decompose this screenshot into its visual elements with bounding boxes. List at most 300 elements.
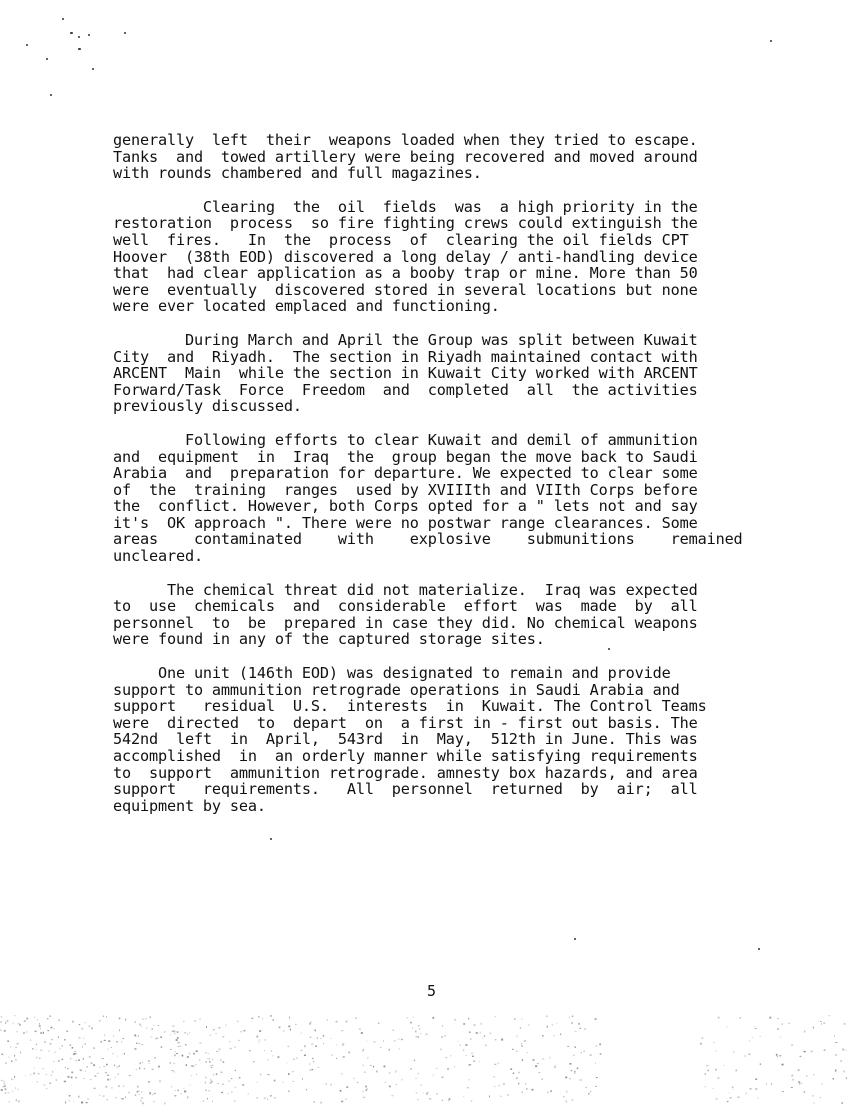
scan-noise-dot [813, 1102, 814, 1103]
scan-noise-dot [828, 1015, 830, 1016]
scan-noise-dot [524, 1040, 526, 1042]
scan-noise-dot [196, 1074, 197, 1075]
scan-noise-dot [550, 1090, 551, 1092]
scan-noise-dot [190, 1085, 191, 1086]
scan-noise-dot [103, 1016, 104, 1018]
scan-noise-dot [44, 1041, 46, 1042]
scan-noise-dot [216, 1051, 218, 1052]
scan-noise-dot [18, 1089, 19, 1090]
scan-noise-dot [58, 1037, 59, 1038]
scan-speck [78, 48, 81, 50]
scan-noise-dot [136, 1069, 137, 1070]
scan-noise-dot [363, 1097, 365, 1098]
scan-noise-dot [0, 1021, 2, 1022]
scan-noise-dot [500, 1096, 501, 1097]
scan-noise-dot [835, 1042, 837, 1043]
scan-noise-dot [90, 1079, 92, 1080]
scan-noise-dot [65, 1067, 66, 1068]
scan-noise-dot [572, 1016, 573, 1018]
scan-noise-dot [315, 1030, 317, 1032]
scan-noise-dot [199, 1059, 200, 1061]
scan-noise-dot [193, 1053, 195, 1055]
scan-noise-dot [296, 1058, 297, 1059]
scan-noise-dot [754, 1026, 755, 1027]
scan-noise-dot [123, 1086, 125, 1087]
scan-noise-dot [771, 1083, 772, 1084]
scan-noise-dot [525, 1083, 526, 1084]
scan-noise-dot [744, 1056, 746, 1057]
scan-noise-dot [578, 1023, 580, 1025]
scan-noise-dot [107, 1049, 108, 1050]
scan-noise-dot [288, 1046, 289, 1047]
scan-noise-dot [569, 1017, 570, 1019]
scan-noise-dot [260, 1074, 261, 1076]
scan-noise-dot [273, 1019, 274, 1021]
scan-noise-dot [336, 1045, 337, 1046]
scan-noise-dot [429, 1098, 431, 1100]
scan-noise-dot [373, 1066, 374, 1068]
scan-noise-dot [137, 1091, 138, 1093]
scan-noise-dot [249, 1050, 251, 1051]
scan-noise-dot [138, 1035, 139, 1037]
scan-noise-dot [414, 1060, 415, 1061]
scan-noise-dot [799, 1083, 801, 1084]
scan-noise-dot [581, 1052, 582, 1053]
scan-noise-dot [436, 1068, 438, 1069]
scan-noise-dot [495, 1016, 496, 1017]
scan-noise-dot [343, 1043, 345, 1044]
scan-noise-dot [19, 1024, 21, 1026]
scan-noise-dot [83, 1038, 85, 1039]
scan-noise-dot [105, 1072, 107, 1073]
scan-noise-dot [841, 1102, 843, 1103]
scan-noise-dot [71, 1072, 73, 1074]
scan-noise-dot [800, 1056, 802, 1057]
scan-noise-dot [267, 1074, 269, 1075]
scan-noise-dot [363, 1064, 364, 1066]
scan-noise-dot [51, 1039, 53, 1040]
scan-noise-dot [212, 1101, 213, 1102]
scan-noise-dot [271, 1051, 272, 1052]
scan-noise-dot [231, 1078, 232, 1079]
scan-noise-dot [705, 1086, 707, 1087]
scan-noise-dot [489, 1096, 490, 1098]
scan-noise-dot [206, 1026, 207, 1028]
scan-noise-dot [187, 1034, 188, 1035]
scan-noise-dot [718, 1078, 720, 1079]
scan-noise-dot [216, 1033, 217, 1034]
scan-noise-dot [579, 1028, 581, 1029]
scan-noise-dot [309, 1063, 310, 1065]
scan-noise-dot [340, 1090, 342, 1092]
scan-noise-dot [251, 1018, 253, 1019]
scan-noise-dot [359, 1029, 361, 1030]
scan-noise-dot [419, 1028, 420, 1030]
scan-noise-dot [727, 1026, 728, 1028]
scan-noise-dot [114, 1065, 115, 1066]
scan-noise-dot [313, 1101, 315, 1102]
scan-noise-dot [53, 1029, 55, 1030]
scan-noise-dot [257, 1097, 258, 1099]
scan-noise-dot [798, 1081, 800, 1082]
scan-noise-dot [86, 1067, 87, 1068]
scan-noise-dot [177, 1037, 179, 1039]
scan-noise-dot [171, 1086, 173, 1087]
scan-noise-dot [55, 1051, 56, 1053]
scan-noise-dot [595, 1018, 597, 1020]
scan-noise-dot [513, 1072, 515, 1074]
scan-noise-dot [152, 1028, 154, 1029]
scan-noise-dot [519, 1072, 520, 1074]
scan-noise-dot [454, 1019, 456, 1021]
scan-noise-dot [119, 1065, 120, 1067]
scan-noise-dot [211, 1067, 212, 1068]
scan-noise-dot [139, 1094, 140, 1096]
scan-noise-dot [535, 1065, 537, 1067]
scan-noise-dot [183, 1088, 184, 1090]
scan-noise-dot [480, 1032, 481, 1034]
scan-noise-dot [52, 1071, 53, 1073]
scan-noise-dot [213, 1029, 215, 1030]
scan-noise-dot [331, 1038, 332, 1039]
scan-noise-dot [125, 1097, 126, 1098]
scan-noise-dot [289, 1017, 290, 1019]
scan-speck [26, 44, 28, 46]
scan-noise-dot [749, 1054, 751, 1055]
scan-noise-dot [512, 1049, 514, 1050]
scan-noise-dot [781, 1023, 783, 1025]
scan-noise-dot [94, 1088, 96, 1089]
scan-noise-dot [804, 1051, 806, 1052]
scan-noise-dot [142, 1102, 143, 1104]
scan-noise-dot [64, 1039, 66, 1041]
scan-noise-dot [14, 1076, 15, 1078]
scan-noise-dot [106, 1016, 107, 1017]
scan-noise-dot [490, 1033, 492, 1034]
scan-noise-dot [287, 1062, 288, 1063]
scan-noise-dot [187, 1056, 189, 1058]
scan-noise-dot [292, 1071, 293, 1072]
scan-noise-dot [256, 1036, 258, 1038]
scan-noise-dot [821, 1023, 822, 1025]
scan-noise-dot [752, 1037, 753, 1038]
scan-noise-dot [223, 1061, 225, 1063]
scan-noise-dot [25, 1076, 26, 1077]
scan-noise-dot [446, 1057, 448, 1058]
scan-noise-dot [563, 1096, 564, 1097]
scan-noise-dot [100, 1041, 102, 1043]
scan-noise-dot [736, 1070, 738, 1072]
scan-noise-dot [730, 1097, 732, 1098]
scan-noise-dot [278, 1056, 280, 1058]
scan-noise-dot [463, 1096, 464, 1097]
scan-noise-dot [262, 1018, 263, 1020]
scan-noise-dot [516, 1051, 517, 1053]
scan-noise-dot [782, 1091, 784, 1092]
scan-noise-dot [164, 1031, 166, 1032]
scan-noise-dot [64, 1081, 66, 1083]
scan-noise-dot [161, 1046, 163, 1048]
scan-noise-dot [449, 1098, 451, 1100]
scan-noise-dot [596, 1077, 598, 1078]
scan-noise-dot [463, 1050, 464, 1051]
scan-noise-dot [457, 1041, 458, 1042]
scan-noise-dot [522, 1092, 523, 1093]
scan-noise-dot [355, 1018, 357, 1019]
scan-noise-dot [150, 1016, 151, 1018]
scan-noise-dot [310, 1022, 312, 1024]
scan-noise-dot [111, 1047, 112, 1048]
scan-noise-dot [834, 1035, 835, 1037]
scan-noise-dot [728, 1093, 729, 1094]
scan-noise-dot [560, 1034, 561, 1035]
scan-noise-dot [7, 1040, 9, 1042]
scan-noise-dot [95, 1075, 97, 1076]
scan-noise-dot [156, 1038, 157, 1040]
scan-noise-dot [59, 1048, 60, 1050]
scan-speck [270, 838, 272, 840]
scan-noise-dot [571, 1022, 573, 1023]
scan-noise-dot [283, 1030, 285, 1031]
scan-noise-dot [705, 1073, 706, 1075]
scan-noise-dot [183, 1021, 184, 1022]
scan-noise-dot [182, 1056, 183, 1057]
scan-noise-dot [196, 1050, 198, 1052]
scan-noise-dot [394, 1040, 395, 1041]
scan-noise-dot [36, 1049, 37, 1050]
scan-noise-dot [173, 1030, 175, 1032]
scan-noise-dot [418, 1036, 420, 1038]
scan-noise-dot [14, 1055, 15, 1057]
scan-noise-dot [700, 1043, 701, 1045]
scan-noise-dot [242, 1084, 244, 1085]
scan-noise-dot [791, 1075, 793, 1077]
scan-noise-dot [230, 1048, 232, 1049]
scan-noise-dot [418, 1025, 419, 1026]
scan-noise-dot [135, 1021, 136, 1022]
scan-noise-dot [259, 1040, 261, 1041]
scan-noise-dot [264, 1050, 265, 1051]
scan-noise-dot [87, 1098, 89, 1100]
scan-noise-dot [566, 1100, 567, 1101]
scan-noise-dot [416, 1092, 418, 1094]
scan-noise-dot [80, 1069, 82, 1071]
scan-noise-dot [78, 1059, 80, 1061]
scan-noise-dot [119, 1029, 120, 1031]
scan-noise-dot [401, 1079, 402, 1080]
scan-noise-dot [216, 1073, 218, 1075]
scan-noise-dot [389, 1049, 390, 1051]
scan-noise-dot [85, 1043, 86, 1045]
scan-noise-dot [235, 1070, 236, 1071]
scan-noise-dot [149, 1063, 151, 1064]
scan-noise-dot [174, 1055, 175, 1057]
scan-noise-dot [346, 1021, 348, 1023]
scan-noise-dot [454, 1066, 455, 1067]
scan-noise-dot [62, 1059, 64, 1060]
scan-noise-dot [99, 1067, 100, 1068]
scan-noise-dot [420, 1033, 421, 1034]
scan-noise-dot [365, 1097, 366, 1098]
scan-noise-dot [239, 1077, 241, 1078]
scan-noise-dot [222, 1084, 224, 1086]
scan-noise-dot [253, 1061, 255, 1062]
scan-noise-dot [142, 1062, 143, 1063]
scan-noise-dot [343, 1056, 345, 1057]
scan-noise-dot [495, 1039, 497, 1040]
scan-noise-dot [777, 1028, 778, 1030]
scan-noise-dot [146, 1027, 147, 1029]
scan-noise-dot [309, 1023, 311, 1025]
scan-noise-dot [712, 1088, 713, 1089]
scan-noise-dot [373, 1041, 375, 1043]
scan-noise-dot [207, 1098, 208, 1100]
scan-noise-dot [142, 1044, 144, 1045]
scan-noise-dot [205, 1061, 207, 1062]
scan-noise-dot [798, 1069, 800, 1071]
scan-noise-dot [137, 1086, 138, 1088]
scan-noise-dot [706, 1065, 708, 1067]
scan-noise-dot [332, 1054, 333, 1055]
scan-noise-dot [40, 1028, 41, 1029]
scan-noise-dot [312, 1058, 314, 1059]
scan-noise-dot [313, 1061, 314, 1063]
scan-noise-dot [259, 1041, 260, 1043]
scan-noise-dot [521, 1043, 522, 1044]
scan-noise-dot [107, 1079, 109, 1081]
scan-noise-dot [362, 1091, 364, 1092]
scan-noise-dot [49, 1083, 51, 1084]
scan-noise-dot [134, 1035, 136, 1037]
scan-noise-dot [471, 1064, 472, 1065]
scan-noise-dot [499, 1085, 500, 1087]
scan-noise-dot [813, 1027, 814, 1029]
scan-noise-dot [362, 1051, 363, 1052]
scan-noise-dot [713, 1042, 714, 1043]
scan-noise-dot [533, 1059, 535, 1061]
scan-noise-dot [433, 1017, 435, 1019]
paragraph-3: During March and April the Group was split between Kuwait City and Riyadh. The section in Riyadh maintained contact with ARCENT Main while the section in Kuwait City worked with ARCENT Forward/Task Force Freedom and completed all the activities previously discussed. [113, 330, 698, 416]
scan-noise-dot [542, 1079, 544, 1080]
scan-noise-dot [43, 1068, 44, 1069]
scan-noise-dot [547, 1026, 548, 1028]
scan-noise-dot [220, 1072, 222, 1073]
scan-noise-dot [176, 1053, 178, 1054]
scan-noise-dot [176, 1039, 178, 1041]
scan-noise-dot [288, 1073, 289, 1075]
scan-noise-dot [16, 1031, 17, 1032]
scan-noise-dot [39, 1025, 40, 1027]
scan-noise-dot [189, 1053, 191, 1055]
scan-noise-dot [554, 1067, 556, 1068]
scan-noise-dot [724, 1065, 725, 1066]
scan-noise-dot [70, 1058, 71, 1059]
scan-speck [758, 948, 760, 950]
scan-noise-dot [26, 1031, 27, 1033]
scan-noise-dot [1, 1089, 3, 1091]
scan-noise-dot [346, 1086, 348, 1088]
scan-noise-dot [718, 1017, 720, 1019]
scan-noise-dot [844, 1071, 845, 1073]
scan-noise-dot [16, 1099, 18, 1101]
scan-noise-dot [141, 1026, 142, 1027]
scan-noise-dot [480, 1023, 482, 1025]
scan-noise-dot [82, 1028, 84, 1030]
scan-noise-dot [122, 1098, 124, 1100]
scan-noise-dot [119, 1018, 121, 1020]
scan-noise-dot [270, 1015, 272, 1017]
scan-noise-dot [106, 1064, 108, 1066]
scan-noise-dot [265, 1039, 266, 1041]
scan-noise-dot [583, 1051, 585, 1053]
scan-noise-dot [267, 1099, 268, 1100]
scan-noise-dot [833, 1078, 834, 1080]
scan-noise-dot [279, 1027, 281, 1029]
scan-noise-dot [391, 1095, 393, 1096]
scan-noise-dot [240, 1031, 242, 1032]
scan-noise-dot [588, 1093, 589, 1094]
scan-noise-dot [185, 1044, 187, 1045]
scan-noise-dot [366, 1088, 368, 1089]
scan-noise-dot [595, 1086, 596, 1087]
scan-noise-dot [102, 1058, 104, 1059]
scan-noise-dot [345, 1099, 347, 1100]
scan-noise-dot [141, 1092, 142, 1093]
scan-noise-dot [539, 1072, 541, 1073]
scan-noise-dot [423, 1093, 424, 1094]
scan-noise-dot [79, 1037, 81, 1039]
scan-noise-dot [760, 1036, 761, 1037]
scan-noise-dot [822, 1083, 823, 1084]
scan-noise-dot [510, 1068, 512, 1070]
scan-noise-dot [546, 1016, 547, 1017]
scan-noise-dot [72, 1047, 74, 1049]
scan-noise-dot [3, 1081, 5, 1083]
scan-noise-dot [58, 1020, 60, 1021]
scan-noise-dot [34, 1017, 35, 1018]
scan-noise-dot [501, 1039, 503, 1040]
scan-noise-dot [219, 1027, 221, 1028]
scan-noise-dot [750, 1088, 752, 1090]
scan-noise-dot [152, 1094, 154, 1095]
scan-noise-dot [208, 1053, 209, 1054]
scan-noise-dot [148, 1060, 150, 1062]
scan-noise-dot [184, 1091, 186, 1093]
scan-noise-dot [823, 1022, 825, 1024]
scan-noise-dot [566, 1091, 568, 1093]
scan-noise-dot [441, 1036, 442, 1038]
scan-noise-dot [437, 1093, 438, 1094]
scan-noise-dot [173, 1071, 174, 1073]
scan-speck [70, 32, 73, 34]
scan-noise-dot [217, 1083, 219, 1084]
scan-noise-dot [212, 1059, 213, 1060]
scan-noise-dot [47, 1030, 49, 1031]
scan-noise-dot [476, 1032, 478, 1034]
scan-noise-dot [4, 1084, 6, 1085]
scan-noise-dot [94, 1047, 95, 1049]
scan-noise-dot [749, 1041, 750, 1042]
scan-noise-dot [219, 1048, 221, 1050]
scan-noise-dot [407, 1017, 409, 1018]
scan-noise-dot [92, 1027, 93, 1029]
scan-noise-dot [780, 1037, 782, 1038]
scan-noise-dot [173, 1063, 175, 1064]
scan-noise-dot [79, 1024, 80, 1025]
scan-noise-dot [323, 1035, 324, 1037]
scan-noise-dot [117, 1055, 118, 1057]
scan-noise-dot [177, 1090, 179, 1092]
